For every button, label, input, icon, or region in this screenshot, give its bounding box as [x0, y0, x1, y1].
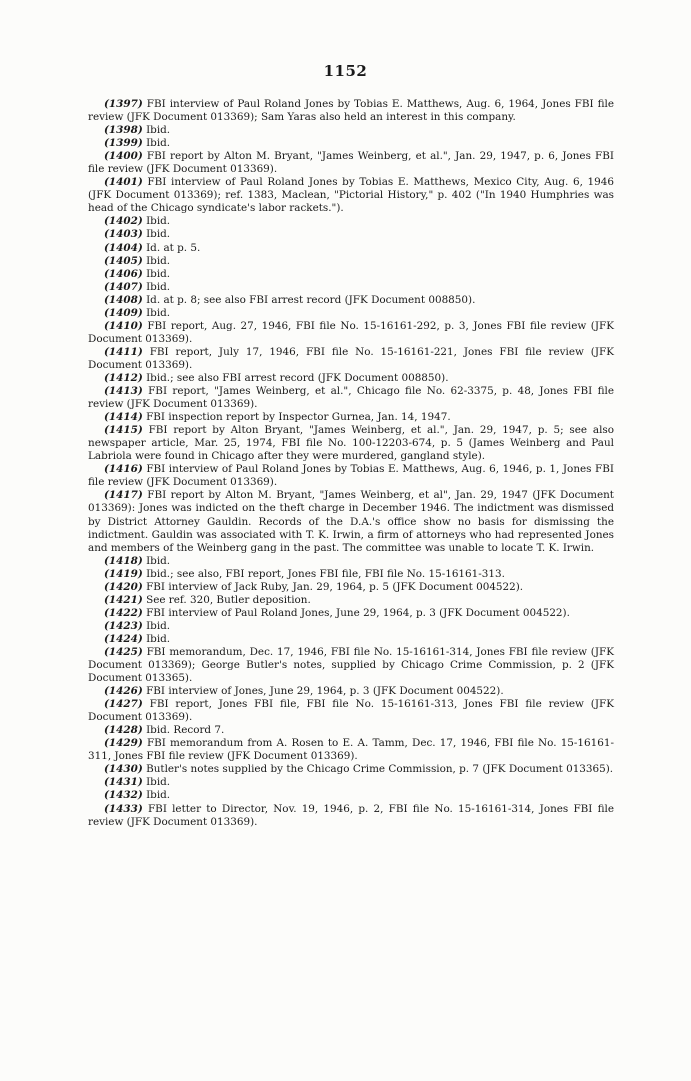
footnote [88, 646, 614, 685]
footnote-number: (1409) [104, 306, 143, 319]
footnote [88, 424, 614, 463]
footnote-text: FBI interview of Paul Roland Jones, June 29, 1964, p. 3 (JFK Document 004522). [146, 606, 570, 619]
footnote [88, 555, 614, 568]
footnote [88, 724, 614, 737]
footnote [88, 685, 614, 698]
footnote-text: Ibid. [146, 619, 171, 632]
footnote-number: (1407) [104, 280, 143, 293]
footnote-number: (1422) [104, 606, 143, 619]
footnote-text: FBI memorandum from A. Rosen to E. A. Tamm, Dec. 17, 1946, FBI file No. 15-16161-311, Jones FBI file review (JFK Document 013369). [88, 737, 614, 763]
footnote-text: FBI interview of Jack Ruby, Jan. 29, 1964, p. 5 (JFK Document 004522). [146, 580, 524, 593]
footnote-number: (1406) [104, 267, 143, 280]
footnote-text: FBI report by Alton M. Bryant, "James Weinberg, et al", Jan. 29, 1947 (JFK Document 013369): Jones was indicted on the theft charge in December 1946. The indictment was dismissed by District Attorney Gauldin. Records of the D.A.'s office show no basis for dismissing the indictment. Gauldin was associated with T. K. Irwin, a firm of attorneys who had represented Jones and members of the Weinberg gang in the past. The committee was unable to locate T. K. Irwin. [88, 489, 614, 554]
footnote [88, 737, 614, 763]
footnote-text: Ibid. [146, 254, 171, 267]
footnote-number: (1401) [104, 176, 143, 189]
footnote-number: (1397) [104, 98, 143, 110]
footnote-text: Ibid. Record 7. [146, 724, 225, 737]
footnote-text: Ibid. [146, 632, 171, 645]
footnote [88, 463, 614, 489]
footnote-number: (1398) [104, 124, 143, 137]
footnote-text: FBI report, "James Weinberg, et al.", Chicago file No. 62-3375, p. 48, Jones FBI file review (JFK Document 013369). [88, 385, 614, 411]
footnote [88, 411, 614, 424]
footnote-number: (1415) [104, 424, 143, 437]
footnote-number: (1414) [104, 411, 143, 424]
footnote [88, 698, 614, 724]
footnote-text: Ibid. [146, 554, 171, 567]
footnote [88, 581, 614, 594]
footnote-number: (1419) [104, 567, 143, 580]
footnote-text: FBI interview of Paul Roland Jones by Tobias E. Matthews, Aug. 6, 1964, Jones FBI file review (JFK Document 013369); Sam Yaras also held an interest in this company. [88, 98, 614, 124]
footnote [88, 215, 614, 228]
footnote-text: Ibid. [146, 776, 171, 789]
footnote-text: Ibid.; see also, FBI report, Jones FBI file, FBI file No. 15-16161-313. [146, 567, 505, 580]
footnote [88, 568, 614, 581]
footnote-text: FBI report by Alton Bryant, "James Weinberg, et al.", Jan. 29, 1947, p. 5; see also newspaper article, Mar. 25, 1974, FBI file No. 100-12203-674, p. 5 (James Weinberg and Paul Labriola were found in Chicago after they were murdered, gangland style). [88, 424, 614, 463]
footnote [88, 98, 614, 124]
footnote [88, 789, 614, 802]
footnote [88, 594, 614, 607]
footnote-text: FBI interview of Jones, June 29, 1964, p. 3 (JFK Document 004522). [146, 685, 504, 698]
footnote-number: (1404) [104, 241, 143, 254]
footnote [88, 489, 614, 554]
footnote-text: FBI inspection report by Inspector Gurnea, Jan. 14, 1947. [146, 411, 451, 424]
footnote-number: (1424) [104, 632, 143, 645]
footnote-number: (1408) [104, 293, 143, 306]
footnote-text: Ibid. [146, 228, 171, 241]
footnote-number: (1429) [104, 737, 143, 750]
footnote [88, 385, 614, 411]
footnote [88, 176, 614, 215]
footnote-number: (1413) [104, 385, 143, 398]
footnote-number: (1400) [104, 150, 143, 163]
footnote [88, 150, 614, 176]
footnote-text: FBI interview of Paul Roland Jones by Tobias E. Matthews, Aug. 6, 1946, p. 1, Jones FBI file review (JFK Document 013369). [88, 463, 614, 489]
footnote-number: (1426) [104, 685, 143, 698]
footnote-text: Ibid. [146, 137, 171, 150]
footnote-text: FBI report, July 17, 1946, FBI file No. 15-16161-221, Jones FBI file review (JFK Document 013369). [88, 345, 615, 371]
footnote [88, 372, 614, 385]
footnote-text: FBI report, Aug. 27, 1946, FBI file No. 15-16161-292, p. 3, Jones FBI file review (JFK Document 013369). [88, 319, 614, 345]
footnote-number: (1410) [104, 319, 143, 332]
footnote-number: (1402) [104, 215, 143, 228]
footnote-text: Ibid. [146, 267, 171, 280]
footnote-text: Ibid. [146, 215, 171, 228]
footnote [88, 228, 614, 241]
footnote-number: (1432) [104, 789, 143, 802]
footnote-list [88, 98, 614, 829]
footnote-text: FBI letter to Director, Nov. 19, 1946, p. 2, FBI file No. 15-16161-314, Jones FBI file review (JFK Document 013369). [88, 802, 614, 828]
footnote-number: (1411) [104, 345, 143, 358]
footnote-number: (1416) [104, 463, 143, 476]
footnote-text: FBI report by Alton M. Bryant, "James Weinberg, et al.", Jan. 29, 1947, p. 6, Jones FBI file review (JFK Document 013369). [88, 150, 615, 176]
footnote [88, 320, 614, 346]
footnote [88, 124, 614, 137]
footnote-text: Ibid. [146, 280, 171, 293]
footnote [88, 620, 614, 633]
footnote-text: Id. at p. 8; see also FBI arrest record (JFK Document 008850). [146, 293, 476, 306]
footnote-number: (1430) [104, 763, 143, 776]
footnote-number: (1421) [104, 593, 143, 606]
footnote [88, 255, 614, 268]
footnote [88, 242, 614, 255]
footnote-number: (1428) [104, 724, 143, 737]
footnote-number: (1427) [104, 698, 143, 711]
footnote-text: Ibid.; see also FBI arrest record (JFK Document 008850). [146, 371, 449, 384]
footnote [88, 607, 614, 620]
footnote-number: (1417) [104, 489, 143, 502]
footnote-number: (1433) [104, 802, 143, 815]
footnote [88, 346, 614, 372]
footnote-text: Ibid. [146, 306, 171, 319]
footnote-number: (1412) [104, 371, 143, 384]
footnote-text: FBI interview of Paul Roland Jones by Tobias E. Matthews, Mexico City, Aug. 6, 1946 (JFK Document 013369); ref. 1383, Maclean, "Pictorial History," p. 402 ("In 1940 Humphries was head of the Chicago syndicate's labor rackets."). [88, 176, 614, 215]
footnote [88, 763, 614, 776]
footnote [88, 268, 614, 281]
footnote [88, 281, 614, 294]
footnote-number: (1420) [104, 580, 143, 593]
footnote-number: (1399) [104, 137, 143, 150]
footnote-number: (1423) [104, 619, 143, 632]
footnote-text: See ref. 320, Butler deposition. [146, 593, 311, 606]
footnote [88, 776, 614, 789]
footnote [88, 307, 614, 320]
footnote-text: Ibid. [146, 124, 171, 137]
footnote-text: Id. at p. 5. [146, 241, 201, 254]
page-number: 1152 [323, 62, 368, 80]
footnote-text: FBI report, Jones FBI file, FBI file No. 15-16161-313, Jones FBI file review (JFK Document 013369). [88, 698, 614, 724]
footnote [88, 137, 614, 150]
footnote [88, 294, 614, 307]
footnote [88, 633, 614, 646]
footnote-text: Ibid. [146, 789, 171, 802]
footnote-number: (1403) [104, 228, 143, 241]
footnote-text: Butler's notes supplied by the Chicago Crime Commission, p. 7 (JFK Document 013365). [146, 763, 614, 776]
footnote [88, 803, 614, 829]
footnote-number: (1418) [104, 554, 143, 567]
footnote-text: FBI memorandum, Dec. 17, 1946, FBI file No. 15-16161-314, Jones FBI file review (JFK Document 013369); George Butler's notes, supplied by Chicago Crime Commission, p. 2 (JFK Document 013365). [88, 645, 615, 685]
footnote-number: (1425) [104, 645, 143, 658]
footnote-number: (1405) [104, 254, 143, 267]
footnote-number: (1431) [104, 776, 143, 789]
